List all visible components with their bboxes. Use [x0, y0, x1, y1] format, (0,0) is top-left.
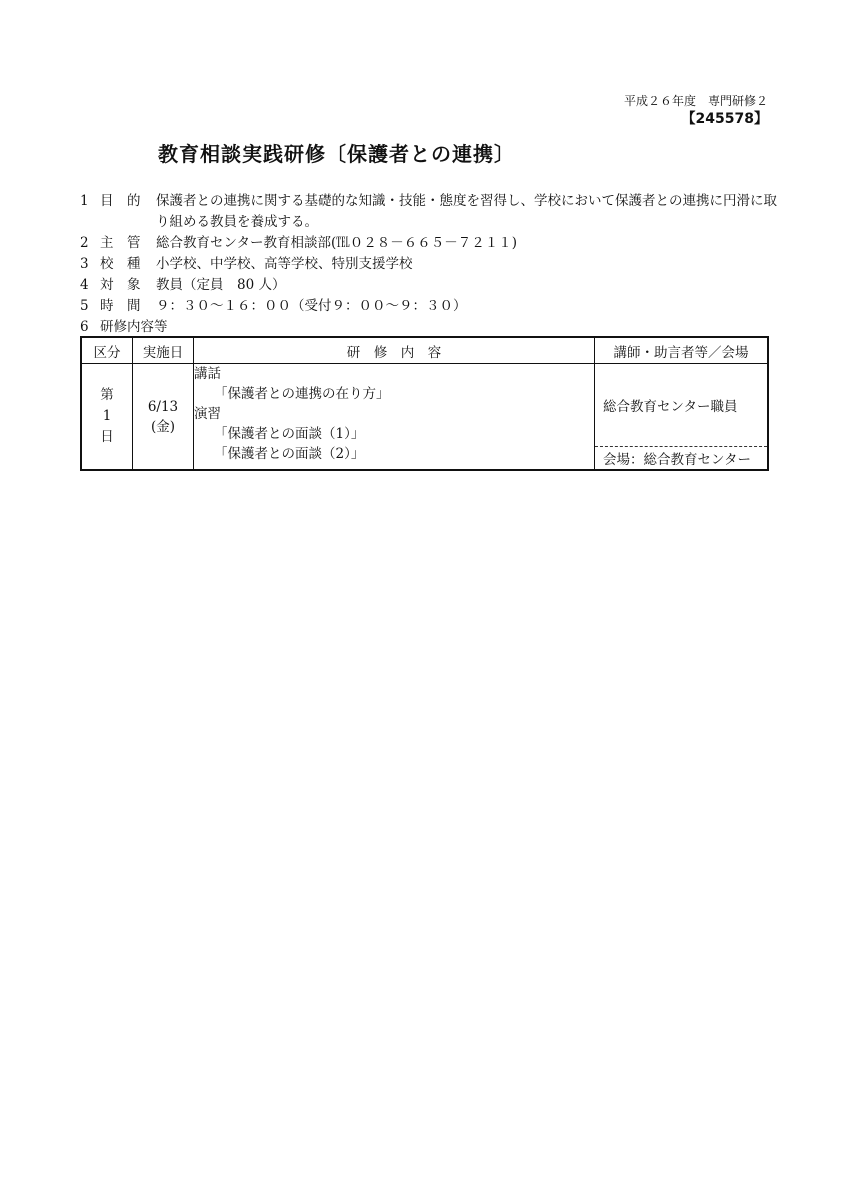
page-title: 教育相談実践研修〔保護者との連携〕: [158, 142, 515, 166]
table-row: [81, 364, 768, 471]
item-label: 時 間: [100, 298, 141, 314]
content-line-exercise-2: 「保護者との面談（2）」: [214, 446, 365, 462]
schedule-table: [80, 336, 769, 471]
info-item-school-type: [80, 254, 780, 275]
item-number: 4: [80, 277, 89, 293]
item-label: 研修内容等: [100, 319, 168, 335]
header-content: 研 修 内 容: [194, 337, 595, 364]
item-text: 小学校、中学校、高等学校、特別支援学校: [156, 256, 413, 272]
header-division: 区分: [81, 337, 133, 364]
division-char: 日: [100, 429, 114, 445]
weekday-value: (金): [150, 418, 176, 435]
item-text: 教員（定員 80 人）: [156, 277, 286, 293]
content-line-lecture-title: 「保護者との連携の在り方」: [214, 386, 390, 402]
content-cell: [194, 364, 595, 471]
lecturer-cell: [595, 364, 769, 471]
info-item-organizer: [80, 233, 780, 254]
item-number: 2: [80, 235, 89, 251]
item-text: ９：３０～１６：００（受付９：００～９：３０）: [156, 298, 467, 314]
info-item-purpose: [80, 191, 780, 233]
header-lecturer: 講師・助言者等／会場: [595, 337, 769, 364]
header-year-line: 平成２６年度 専門研修２: [623, 94, 768, 108]
lecturer-name: 総合教育センター職員: [595, 364, 767, 447]
date-cell: [133, 364, 194, 471]
course-code: 【245578】: [681, 111, 768, 127]
info-item-time: [80, 296, 780, 317]
item-text: 保護者との連携に関する基礎的な知識・技能・態度を習得し、学校において保護者との連携に円滑に取り組める教員を養成する。: [156, 193, 777, 230]
date-value: 6/13: [147, 398, 179, 415]
header-date: 実施日: [133, 337, 194, 364]
division-cell: [81, 364, 133, 471]
venue: 会場：総合教育センター: [603, 452, 751, 468]
item-number: 3: [80, 256, 89, 272]
info-item-target: [80, 275, 780, 296]
content-line-exercise: 演習: [194, 406, 221, 422]
division-char: 第: [100, 387, 114, 403]
info-list: [80, 191, 780, 338]
division-char: 1: [102, 408, 112, 424]
item-number: 5: [80, 298, 89, 314]
item-label: 校 種: [100, 256, 141, 272]
info-item-contents: [80, 317, 780, 338]
item-number: 6: [80, 319, 89, 335]
item-label: 主 管: [100, 235, 141, 251]
item-label: 目 的: [100, 193, 141, 209]
item-label: 対 象: [100, 277, 141, 293]
content-line-exercise-1: 「保護者との面談（1）」: [214, 426, 365, 442]
table-header-row: [81, 337, 768, 364]
item-text: 総合教育センター教育相談部(℡０２８－６６５－７２１１): [156, 235, 517, 251]
content-line-lecture: 講話: [194, 366, 221, 382]
item-number: 1: [80, 193, 89, 209]
